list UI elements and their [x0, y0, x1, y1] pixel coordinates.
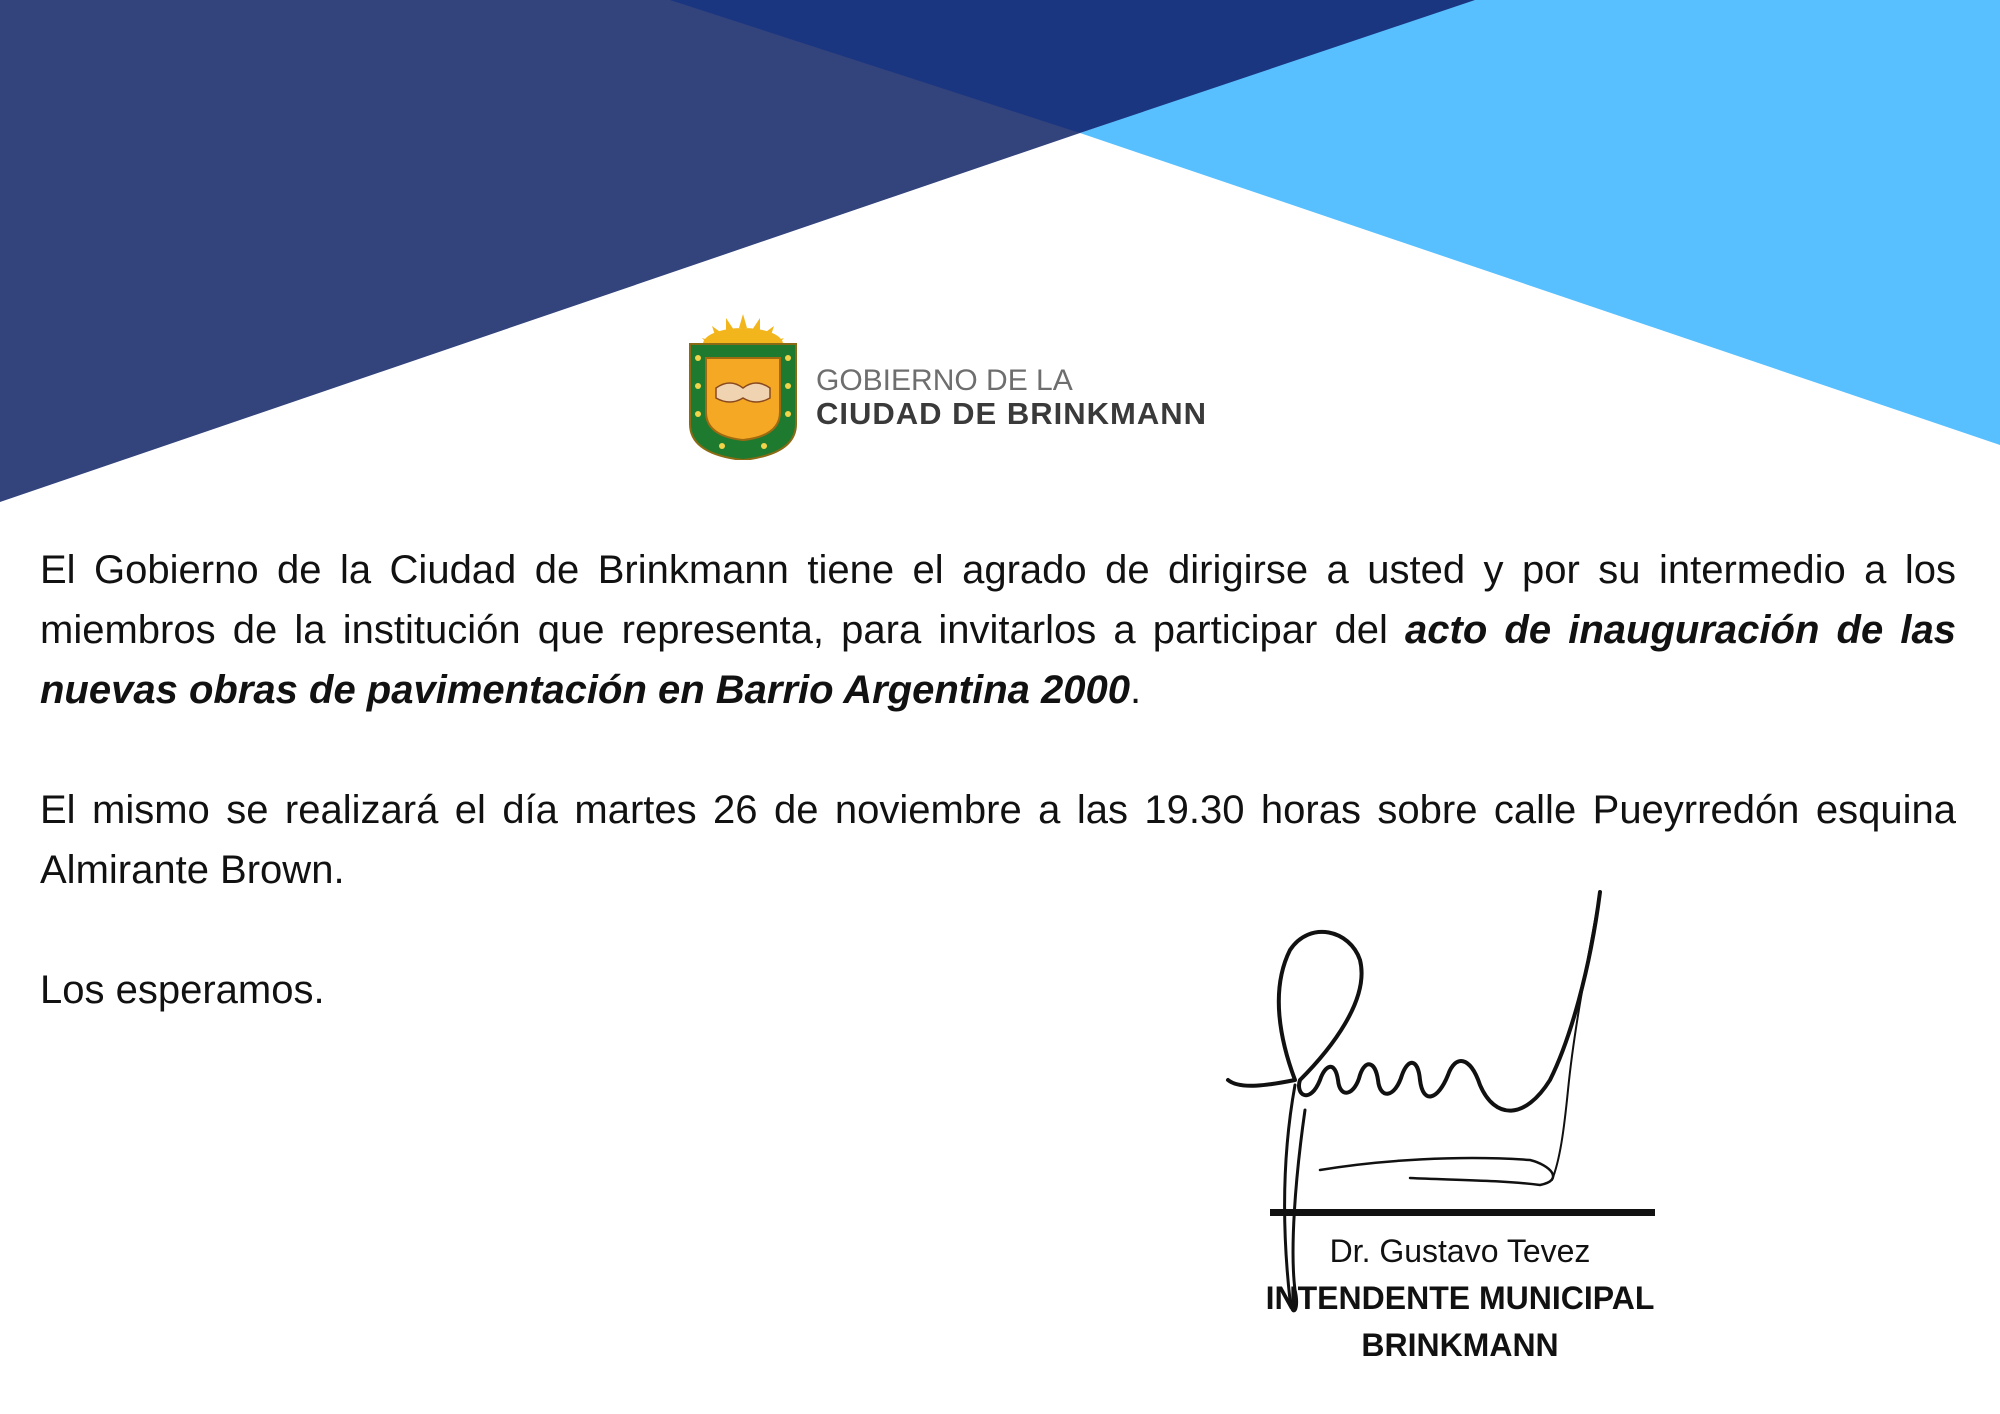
invitation-text: El Gobierno de la Ciudad de Brinkmann tiene el agrado de dirigirse a usted y por su intermedio a los miembros de la institución que representa, para invitarlos a participar del — [40, 548, 1956, 652]
government-logo — [686, 314, 1326, 460]
signer-name: Dr. Gustavo Tevez — [1329, 1233, 1591, 1269]
signer-title: INTENDENTE MUNICIPAL — [1265, 1280, 1655, 1316]
paragraph-closing: Los esperamos. — [40, 968, 325, 1012]
signature-block — [1160, 1228, 1760, 1369]
signer-city: BRINKMANN — [1361, 1327, 1559, 1363]
invitation-end: . — [1130, 668, 1142, 712]
logo-line-2: CIUDAD DE BRINKMANN — [816, 396, 1207, 431]
municipal-shield-emblem-icon — [686, 314, 800, 460]
signature-line — [1270, 1209, 1655, 1216]
event-name: acto de inauguración de las nuevas obras de pavimentación en Barrio Argentina 2000 — [40, 608, 1957, 712]
paragraph-details: El mismo se realizará el día martes 26 de noviembre a las 19.30 horas sobre calle Pueyrredón esquina Almirante Brown. — [40, 788, 1956, 892]
logo-line-1: GOBIERNO DE LA — [816, 364, 1073, 397]
paragraph-invitation — [40, 540, 1956, 720]
